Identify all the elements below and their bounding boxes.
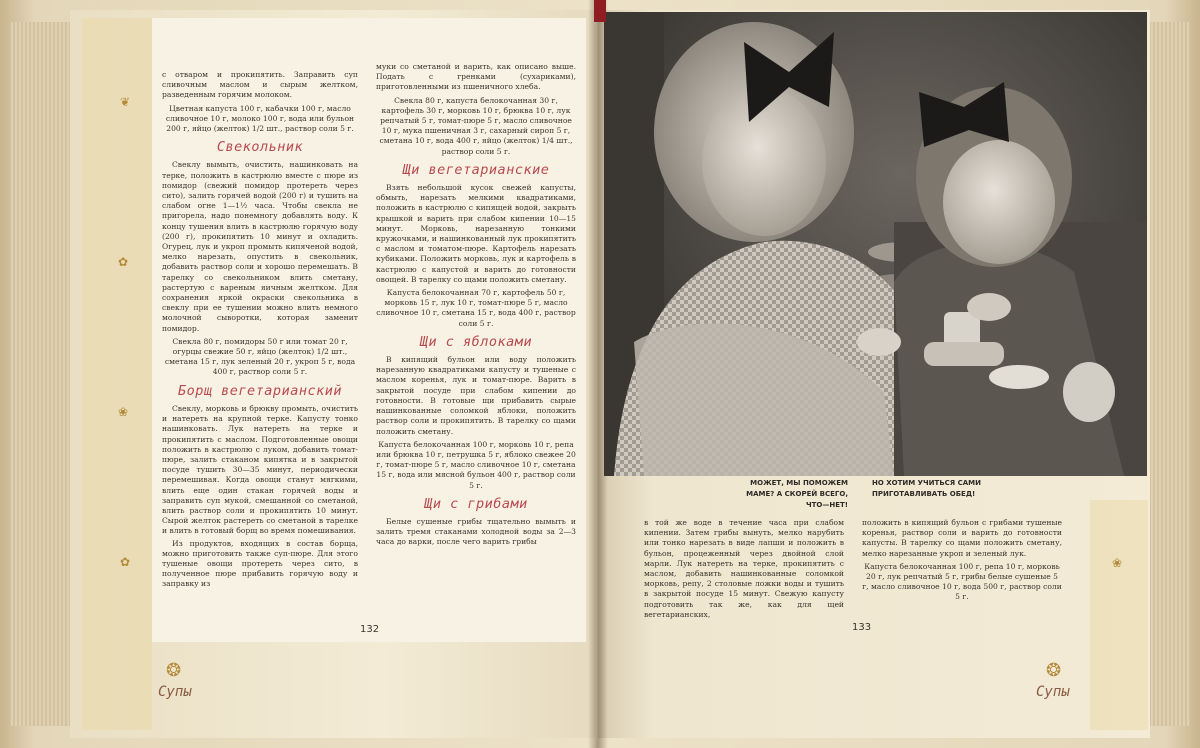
recipe-title-schi-mushrooms: Щи с грибами [424,495,528,512]
paragraph: В кипящий бульон или воду положить нарезанную квадратиками капусту и тушеные с маслом коренья, лук и томат-пюре. Варить в закрытой посуде при слабом кипении до готовности. В готовые щи прибавить сырые нашинкованные соломкой яблоки, положить раствор соли и прокипятить. В тарелку со щами положить сметану. [376,355,576,436]
ingredients: Капуста белокочанная 100 г, морковь 10 г, репа или брюква 10 г, петрушка 5 г, яблоко свежее 20 г, томат-пюре 5 г, масло сливочное 10 г, сметана 15 г, вода или мясной бульон 400 г, раствор соли 5 г. [376,439,576,490]
right-page-column-1 [644,518,844,622]
page-edges-left [10,22,70,726]
soup-bowl-icon: ❂ [1046,660,1062,681]
recipe-title-schi-apples: Щи с яблоками [419,333,533,350]
section-footer-right: Супы [1036,684,1070,700]
right-page-margin-band [1090,500,1148,730]
paragraph: Из продуктов, входящих в состав борща, можно приготовить также суп-пюре. Для этого тушеные овощи протереть через сито, в полученное пюре прибавить горячую воду и заправку из [162,538,358,589]
soup-bowl-icon: ❂ [166,660,182,681]
paragraph: Свеклу, морковь и брюкву промыть, очистить и натереть на крупной терке. Капусту тонко нашинковать. Лук натереть на терке и прокипятить с маслом. Подготовленные овощи положить в кастрюлю с луком, добавить томат-пюре, залить стаканом кипятка и в закрытой посуде тушить 30—35 минут, периодически перемешивая. Когда овощи станут мягкими, влить еще один стакан горячей воды и заправить суп мукой, смешанной со сметаной, влить раствор соли и прокипятить 10 минут. Сырой желток растереть со сметаной в тарелке и влить в готовый борщ во время помешивания. [162,403,358,536]
ingredients: Капуста белокочанная 70 г, картофель 50 г, морковь 15 г, лук 10 г, томат-пюре 5 г, масло сливочное 10 г, сметана 15 г, вода 400 г, раствор соли 5 г. [376,288,576,328]
bookmark-ribbon [594,0,606,22]
paragraph: Взять небольшой кусок свежей капусты, обмыть, нарезать мелкими квадратиками, положить в кастрюлю с кипящей водой, закрыть крышкой и варить при слабом кипении 10—15 минут. Морковь, нарезанную тонкими кружочками, и нашинкованный лук прокипятить с маслом и томатом-пюре. Картофель нарезать кубиками. Положить морковь, лук и картофель в кастрюлю с капустой и варить до готовности овощей. В тарелку со щами положить сметану. [376,183,576,284]
ingredients: Свекла 80 г, помидоры 50 г или томат 20 г, огурцы свежие 50 г, яйцо (желток) 1/2 шт., сметана 15 г, лук зеленый 20 г, укроп 5 г, вода 400 г, раствор соли 5 г. [164,336,356,377]
photo-caption-left: МОЖЕТ, МЫ ПОМОЖЕМ МАМЕ? А СКОРЕЙ ВСЕГО, ЧТО—НЕТ! [746,479,848,509]
recipe-title-schi-vegetarian: Щи вегетарианские [402,161,550,178]
leaf-ornament-icon: ❦ [120,95,131,109]
paragraph: с отваром и прокипятить. Заправить суп сливочным маслом и сырым желтком, разведенным горячим молоком. [162,70,358,100]
leaf-ornament-icon: ✿ [120,555,131,569]
photo-two-girls-with-meat-grinder [604,12,1147,476]
book-gutter [588,0,608,748]
left-page-column-1 [162,70,358,592]
ingredients: Цветная капуста 100 г, кабачки 100 г, масло сливочное 10 г, молоко 100 г, вода или бульон 200 г, яйцо (желток) 1/2 шт., раствор соли 5 г. [165,103,355,134]
page-edges-right [1150,22,1190,726]
paragraph: муки со сметаной и варить, как описано выше. Подать с гренками (сухариками), приготовленными из пшеничного хлеба. [376,62,576,92]
right-page-column-2 [862,518,1062,609]
leaf-ornament-icon: ❀ [118,405,129,419]
section-footer-left: Супы [158,684,192,700]
page-number-right: 133 [852,622,872,633]
left-page-column-2 [376,62,576,550]
paragraph: положить в кипящий бульон с грибами тушеные коренья, раствор соли и варить до готовности капусты. В тарелку со щами положить сметану, мелко нарезанные укроп и зеленый лук. [862,518,1062,558]
recipe-title-svekolnik: Свекольник [216,139,304,156]
paragraph: в той же воде в течение часа при слабом кипении. Затем грибы вынуть, мелко нарубить или тонко нарезать в виде лапши и положить в бульон, процеженный через двойной слой марли. Лук натереть на терке, прокипятить с маслом, добавить нашинкованные соломкой морковь, репу, 2 столовые ложки воды и тушить в закрытой посуде 15 минут. Свежую капусту подготовить так же, как для щей вегетарианских, [644,518,844,619]
left-page-margin-band [82,18,152,730]
leaf-ornament-icon: ✿ [118,255,129,269]
leaf-ornament-icon: ❀ [1112,556,1123,570]
photo-caption-right: НО ХОТИМ УЧИТЬСЯ САМИ ПРИГОТАВЛИВАТЬ ОБЕД! [872,479,981,498]
ingredients: Свекла 80 г, капуста белокочанная 30 г, картофель 30 г, морковь 10 г, брюква 10 г, лук репчатый 5 г, томат-пюре 5 г, масло сливочное 10 г, мука пшеничная 3 г, сахарный сироп 5 г, сметана 10 г, вода 400 г, яйцо (желток) 1/4 шт., раствор соли 5 г. [379,95,573,156]
paragraph: Белые сушеные грибы тщательно вымыть и залить тремя стаканами холодной воды за 2—3 часа до варки, после чего варить грибы [376,516,576,547]
page-number-left: 132 [360,624,380,635]
photo-illustration [604,12,1147,476]
recipe-title-borsch: Борщ вегетарианский [178,382,342,399]
paragraph: Свеклу вымыть, очистить, нашинковать на терке, положить в кастрюлю вместе с пюре из помидор (свежий помидор протереть через сито), залить горячей водой (200 г) и тушить на слабом огне 1—1½ часа. Чтобы свекла не пригорела, надо понемногу добавлять воду. К концу тушения влить в кастрюлю горячую воду (200 г), прокипятить 10 минут и охладить. Огурец, лук и укроп промыть кипяченой водой, мелко нарезать, опустить в свекольник, добавить раствор соли и хорошо перемешать. В тарелку со свекольником влить сметану, растертую с вареным яичным желтком. Для сохранения яркой окраски свекольника в свеклу при ее тушении можно влить немного молочной сыворотки, которая заменит помидор. [162,160,358,333]
ingredients: Капуста белокочанная 100 г, репа 10 г, морковь 20 г, лук репчатый 5 г, грибы белые сушеные 5 г, масло сливочное 10 г, вода 500 г, раствор соли 5 г. [862,561,1062,602]
